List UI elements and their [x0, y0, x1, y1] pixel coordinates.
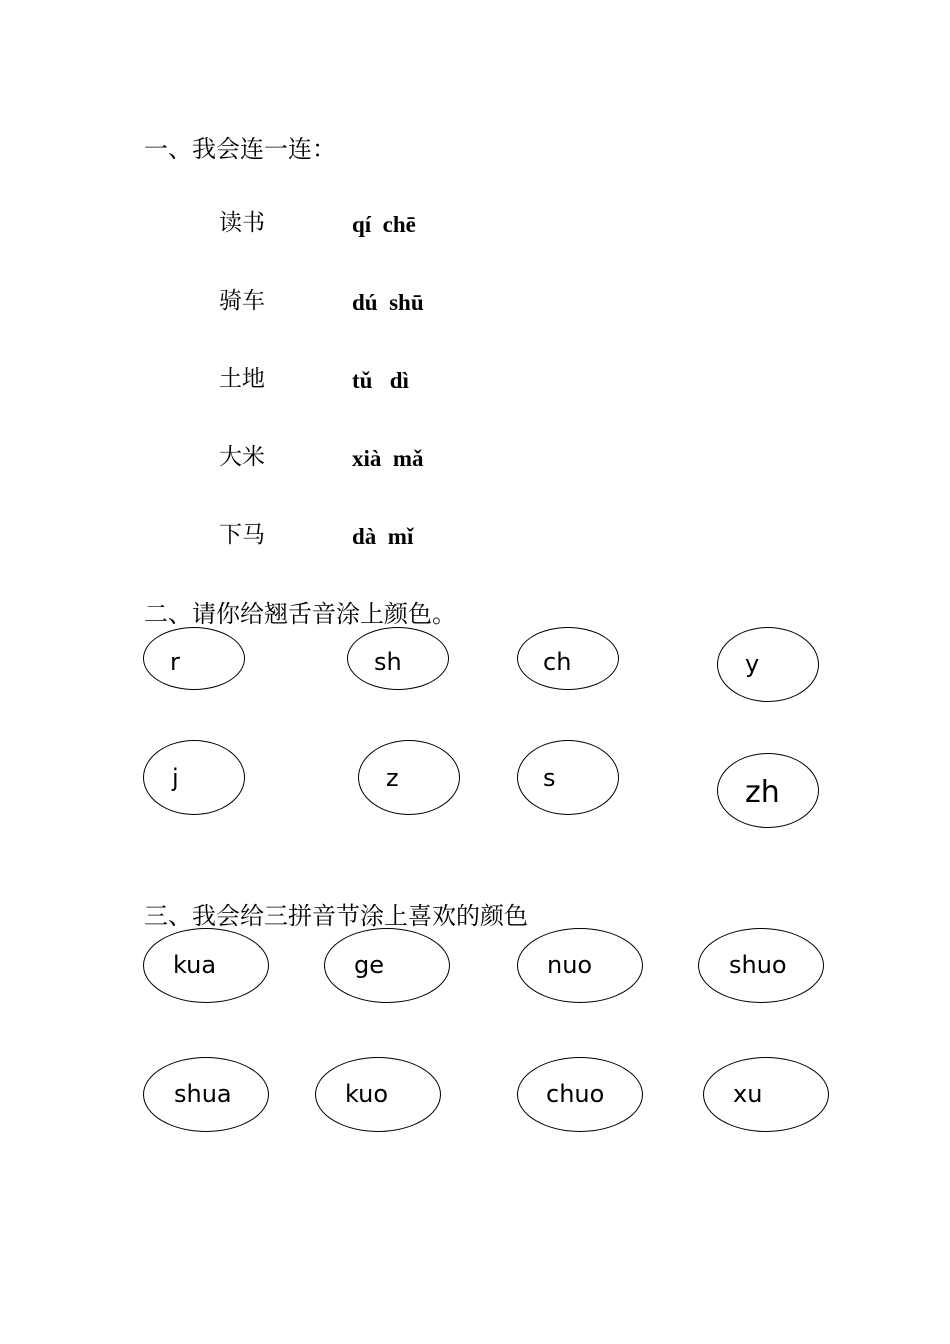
initial-label-y: y — [745, 650, 760, 678]
match-pinyin-1: qí chē — [352, 212, 416, 237]
syllable-oval-xu[interactable] — [703, 1057, 829, 1132]
initial-oval-j[interactable] — [143, 740, 245, 815]
section2-title: 二、请你给翘舌音涂上颜色。 — [144, 600, 456, 628]
syllable-label-kua: kua — [173, 951, 217, 979]
initial-label-ch: ch — [543, 648, 572, 676]
syllable-label-kuo: kuo — [345, 1080, 389, 1108]
match-word-5: 下马 — [219, 522, 265, 548]
initial-label-zh: zh — [745, 775, 780, 810]
syllable-label-shuo: shuo — [729, 951, 787, 979]
initial-label-sh: sh — [374, 648, 402, 676]
syllable-label-shua: shua — [174, 1080, 232, 1108]
section3-title: 三、我会给三拼音节涂上喜欢的颜色 — [144, 902, 528, 930]
syllable-label-chuo: chuo — [546, 1080, 605, 1108]
syllable-oval-ge[interactable] — [324, 928, 450, 1003]
initial-label-r: r — [170, 648, 180, 676]
syllable-label-xu: xu — [733, 1080, 763, 1108]
syllable-label-nuo: nuo — [547, 951, 593, 979]
match-pinyin-2: dú shū — [352, 290, 424, 315]
initial-oval-z[interactable] — [358, 740, 460, 815]
initial-label-s: s — [543, 764, 556, 792]
match-pinyin-5: dà mǐ — [352, 524, 414, 549]
initial-oval-s[interactable] — [517, 740, 619, 815]
initial-oval-r[interactable] — [143, 627, 245, 690]
initial-label-j: j — [172, 764, 179, 792]
match-word-3: 土地 — [219, 366, 265, 392]
section1-title: 一、我会连一连： — [144, 135, 336, 163]
match-pinyin-4: xià mǎ — [352, 446, 424, 471]
match-word-2: 骑车 — [219, 288, 265, 314]
match-word-1: 读书 — [219, 210, 265, 236]
match-pinyin-3: tǔ dì — [352, 368, 409, 393]
initial-oval-y[interactable] — [717, 627, 819, 702]
initial-label-z: z — [386, 764, 399, 792]
match-word-4: 大米 — [219, 444, 265, 470]
syllable-label-ge: ge — [354, 951, 384, 979]
